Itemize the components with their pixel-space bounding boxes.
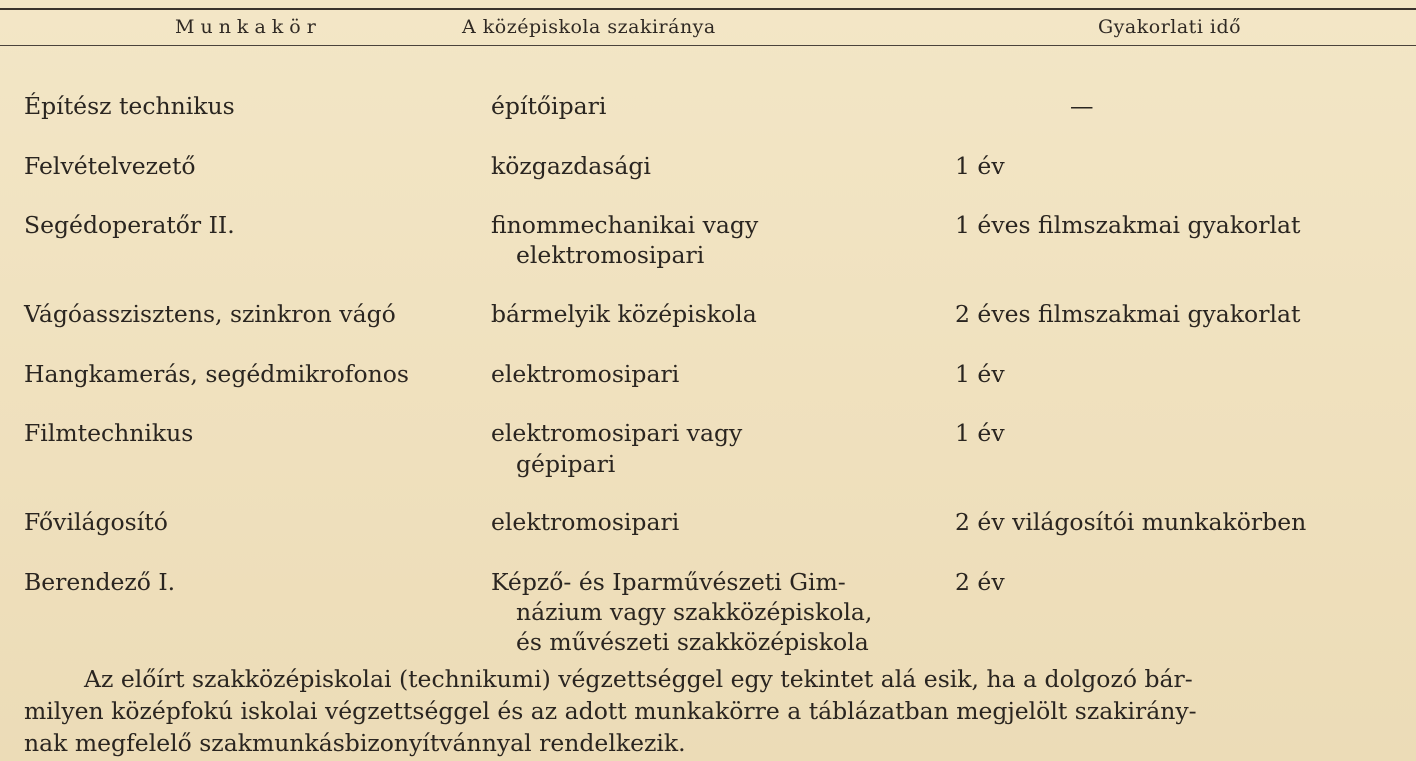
row-role: Hangkamerás, segédmikrofonos bbox=[24, 360, 409, 388]
row-role: Felvételvezető bbox=[24, 152, 196, 180]
row-practice: — bbox=[1070, 92, 1094, 120]
row-role: Építész technikus bbox=[24, 92, 235, 120]
row-school-line: Képző- és Iparművészeti Gim- bbox=[491, 568, 846, 596]
row-school-line: gépipari bbox=[516, 450, 616, 478]
row-role: Berendező I. bbox=[24, 568, 176, 596]
row-school-line: közgazdasági bbox=[491, 152, 651, 180]
row-school-line: építőipari bbox=[491, 92, 607, 120]
row-school-line: názium vagy szakközépiskola, bbox=[516, 598, 873, 626]
row-school-line: elektromosipari bbox=[516, 241, 705, 269]
row-school-line: bármelyik középiskola bbox=[491, 300, 757, 328]
row-practice: 1 év bbox=[955, 152, 1005, 180]
row-practice: 1 éves filmszakmai gyakorlat bbox=[955, 211, 1301, 239]
row-school-line: elektromosipari bbox=[491, 360, 680, 388]
row-role: Vágóasszisztens, szinkron vágó bbox=[24, 300, 396, 328]
row-school-line: és művészeti szakközépiskola bbox=[516, 628, 869, 656]
header-szakirany: A középiskola szakiránya bbox=[462, 16, 716, 38]
row-role: Fővilágosító bbox=[24, 508, 168, 536]
row-practice: 2 év világosítói munkakörben bbox=[955, 508, 1307, 536]
table-top-rule bbox=[0, 8, 1416, 10]
row-school-line: elektromosipari vagy bbox=[491, 419, 743, 447]
row-practice: 2 év bbox=[955, 568, 1005, 596]
row-role: Segédoperatőr II. bbox=[24, 211, 235, 239]
row-practice: 1 év bbox=[955, 419, 1005, 447]
header-gyakorlati-ido: Gyakorlati idő bbox=[1098, 16, 1242, 38]
row-practice: 2 éves filmszakmai gyakorlat bbox=[955, 300, 1301, 328]
note-line: nak megfelelő szakmunkásbizonyítvánnyal rendelkezik. bbox=[24, 729, 686, 757]
row-school-line: elektromosipari bbox=[491, 508, 680, 536]
row-role: Filmtechnikus bbox=[24, 419, 194, 447]
header-munkakor: Munkakör bbox=[175, 16, 322, 38]
row-practice: 1 év bbox=[955, 360, 1005, 388]
header-bottom-rule bbox=[0, 45, 1416, 46]
row-school-line: finommechanikai vagy bbox=[491, 211, 759, 239]
note-line: Az előírt szakközépiskolai (technikumi) végzettséggel egy tekintet alá esik, ha a dolgozó bár- bbox=[84, 665, 1193, 693]
note-line: milyen középfokú iskolai végzettséggel és az adott munkakörre a táblázatban megjelölt szakirány- bbox=[24, 697, 1197, 725]
